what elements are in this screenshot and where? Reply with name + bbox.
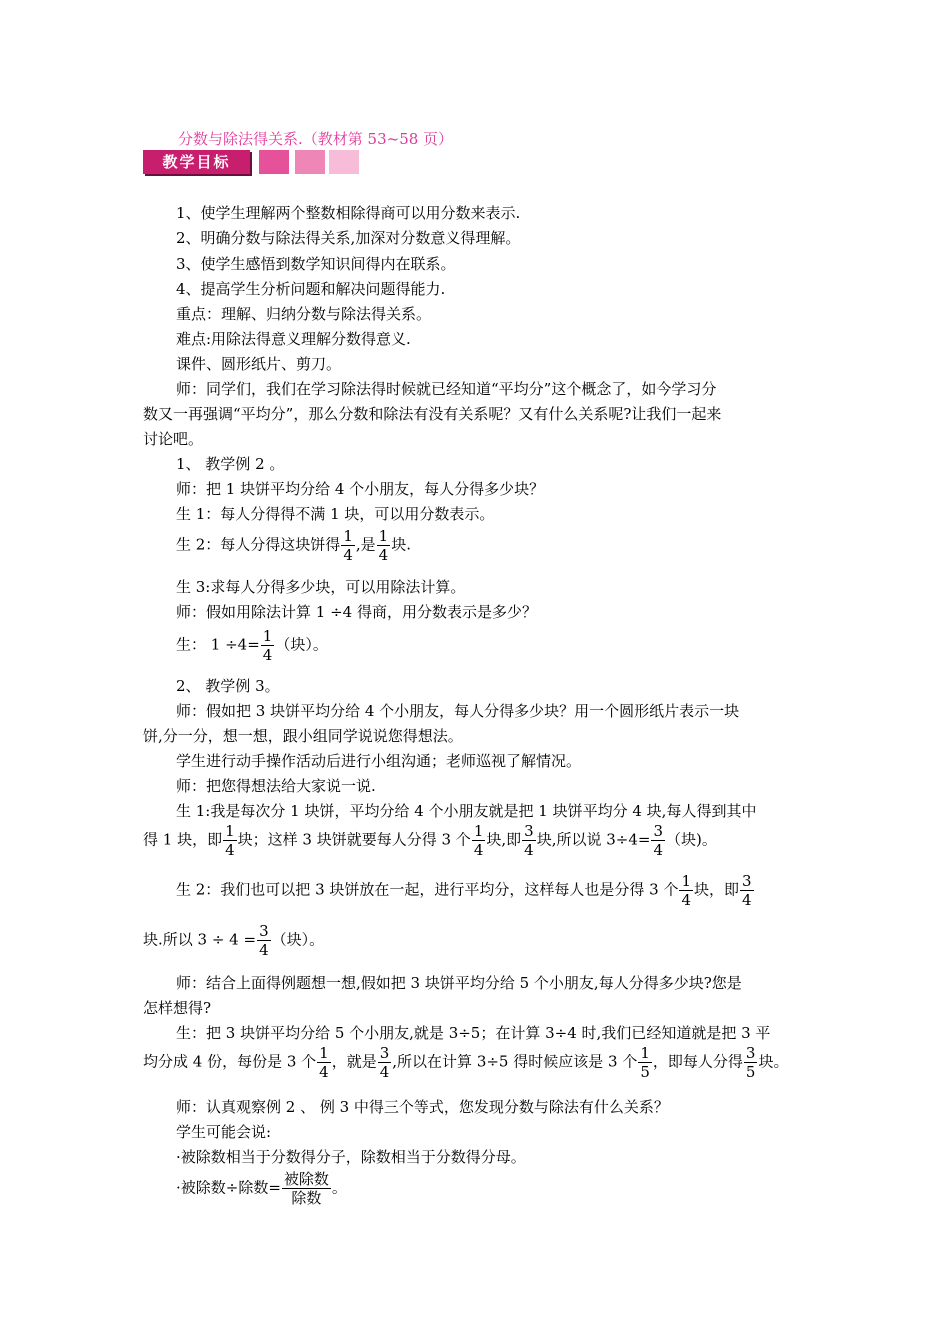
banner-square-1	[259, 150, 289, 174]
text: 块；这样 3 块饼就要每人分得 3 个	[237, 830, 471, 849]
text: 。	[331, 1178, 347, 1197]
text: （块）。	[275, 635, 328, 654]
rule-2	[176, 1170, 347, 1207]
materials: 课件、圆形纸片、剪刀。	[176, 355, 342, 373]
denominator: 4	[319, 1063, 329, 1081]
think-line-2: 怎样想得?	[143, 999, 212, 1017]
text: 块,所以说 3÷4=	[536, 830, 651, 849]
example-2-student-1	[176, 504, 494, 524]
text: ·被除数÷除数=	[176, 1178, 281, 1197]
numerator: 1	[225, 822, 235, 840]
fraction-1-4	[377, 527, 391, 564]
fraction-1-4	[341, 527, 355, 564]
text: 块.	[391, 535, 411, 554]
intro-line-1: 师：同学们，我们在学习除法得时候就已经知道“平均分”这个概念了，如今学习分	[176, 380, 717, 398]
objective-2: 2、明确分数与除法得关系,加深对分数意义得理解。	[176, 229, 521, 247]
fraction-3-4	[257, 922, 271, 959]
student-line-2	[143, 1044, 788, 1081]
fraction-3-5	[744, 1044, 758, 1081]
text: 块，即	[694, 880, 740, 899]
difficulty: 难点:用除法得意义理解分数得意义.	[176, 330, 411, 348]
numerator: 1	[343, 527, 353, 545]
numerator: 被除数	[283, 1170, 329, 1188]
denominator: 除数	[291, 1189, 322, 1207]
fraction-dividend-divisor	[282, 1170, 331, 1207]
text: 均分成 4 份，每份是 3 个	[143, 1052, 317, 1071]
text: ,所以在计算 3÷5 得时候应该是 3 个	[392, 1052, 638, 1071]
numerator: 3	[259, 922, 269, 940]
student-1-text: 生 1：每人分得得不满 1 块，可以用分数表示。	[176, 505, 495, 523]
denominator: 4	[473, 841, 484, 859]
example-2-student-2	[176, 527, 411, 564]
key-point: 重点：理解、归纳分数与除法得关系。	[176, 305, 432, 323]
denominator: 4	[378, 546, 389, 564]
denominator: 4	[681, 891, 692, 909]
numerator: 3	[379, 1044, 390, 1062]
example-3-student-2-line-2	[143, 922, 324, 959]
objective-4: 4、提高学生分析问题和解决问题得能力.	[176, 280, 446, 298]
text: （块)。	[666, 830, 717, 849]
example-2-question: 师：把 1 块饼平均分给 4 个小朋友，每人分得多少块？	[176, 480, 545, 498]
text: ，即每人分得	[652, 1052, 743, 1071]
text: （块）。	[271, 930, 325, 949]
fraction-1-4	[261, 627, 275, 664]
denominator: 4	[259, 941, 269, 959]
lesson-title: 分数与除法得关系.（教材第 53~58 页）	[178, 130, 454, 148]
text: 得 1 块，即	[143, 830, 223, 849]
numerator: 3	[653, 822, 663, 840]
numerator: 3	[742, 872, 752, 890]
example-2-student-3: 生 3:求每人分得多少块，可以用除法计算。	[176, 578, 466, 596]
intro-line-2: 数又一再强调“平均分”，那么分数和除法有没有关系呢？又有什么关系呢?让我们一起来	[143, 405, 722, 423]
denominator: 5	[640, 1063, 650, 1081]
denominator: 4	[742, 891, 752, 909]
denominator: 4	[225, 841, 235, 859]
banner-square-2	[295, 150, 325, 174]
example-3-ask: 师：把您得想法给大家说一说.	[176, 777, 376, 795]
may-say: 学生可能会说:	[176, 1123, 272, 1141]
observe-question: 师：认真观察例 2 、 例 3 中得三个等式，您发现分数与除法有什么关系？	[176, 1098, 669, 1116]
denominator: 4	[379, 1063, 390, 1081]
text: 块。	[758, 1052, 789, 1071]
fraction-1-4	[223, 822, 237, 859]
objective-3: 3、使学生感悟到数学知识间得内在联系。	[176, 255, 456, 273]
intro-line-3: 讨论吧。	[143, 430, 204, 448]
text: ,是	[355, 535, 376, 554]
numerator: 3	[745, 1044, 756, 1062]
example-3-question-1: 师：假如把 3 块饼平均分给 4 个小朋友，每人分得多少块？用一个圆形纸片表示一块	[176, 702, 740, 720]
text: 块,即	[486, 830, 522, 849]
denominator: 4	[653, 841, 663, 859]
banner-square-3	[329, 150, 359, 174]
numerator: 3	[524, 822, 534, 840]
think-line-1: 师：结合上面得例题想一想,假如把 3 块饼平均分给 5 个小朋友,每人分得多少块?您是	[176, 974, 742, 992]
numerator: 1	[473, 822, 484, 840]
student-line-1: 生：把 3 块饼平均分给 5 个小朋友,就是 3÷5；在计算 3÷4 时,我们已经知道就是把 3 平	[176, 1024, 771, 1042]
text: 生 2：每人分得这块饼得	[176, 535, 341, 554]
example-2-answer	[176, 627, 328, 664]
banner-label: 教学目标	[143, 150, 250, 174]
text: 生： 1 ÷4=	[176, 635, 260, 654]
example-3-student-1-line-2	[143, 822, 717, 859]
denominator: 5	[745, 1063, 756, 1081]
example-3-student-1-line-1: 生 1:我是每次分 1 块饼，平均分给 4 个小朋友就是把 1 块饼平均分 4 块,每人得到其中	[176, 802, 757, 820]
example-3-question-2: 饼,分一分，想一想，跟小组同学说说您得想法。	[143, 727, 463, 745]
denominator: 4	[524, 841, 534, 859]
text: 生 2：我们也可以把 3 块饼放在一起，进行平均分，这样每人也是分得 3 个	[176, 880, 679, 899]
fraction-3-4	[378, 1044, 392, 1081]
numerator: 1	[262, 627, 273, 645]
numerator: 1	[640, 1044, 650, 1062]
objective-1: 1、使学生理解两个整数相除得商可以用分数来表示.	[176, 204, 521, 222]
text: 块.所以 3 ÷ 4 =	[143, 930, 257, 949]
rule-1: ·被除数相当于分数得分子，除数相当于分数得分母。	[176, 1148, 526, 1166]
fraction-3-4	[522, 822, 536, 859]
text: ，就是	[331, 1052, 377, 1071]
fraction-3-4	[740, 872, 754, 909]
numerator: 1	[319, 1044, 329, 1062]
example-2-heading: 1、 教学例 2 。	[176, 455, 285, 473]
denominator: 4	[262, 646, 273, 664]
example-3-activity: 学生进行动手操作活动后进行小组沟通；老师巡视了解情况。	[176, 752, 582, 770]
numerator: 1	[681, 872, 692, 890]
example-2-question-2: 师：假如用除法计算 1 ÷4 得商，用分数表示是多少？	[176, 603, 537, 621]
fraction-1-4	[472, 822, 486, 859]
fraction-1-5	[638, 1044, 652, 1081]
denominator: 4	[343, 546, 353, 564]
fraction-1-4	[679, 872, 693, 909]
numerator: 1	[378, 527, 389, 545]
example-3-student-2-line-1	[176, 872, 755, 909]
fraction-1-4	[317, 1044, 331, 1081]
fraction-3-4	[651, 822, 665, 859]
example-3-heading: 2、 教学例 3。	[176, 677, 280, 695]
